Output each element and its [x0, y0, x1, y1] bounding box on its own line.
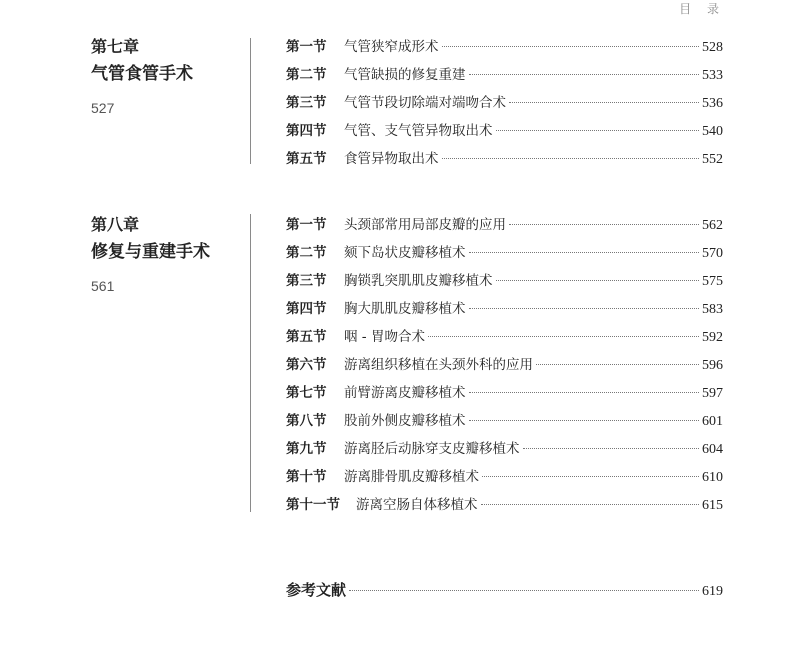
dot-leader [496, 130, 700, 131]
toc-entry[interactable] [286, 407, 723, 435]
chapter-title: 气管食管手术 [91, 64, 193, 84]
section-page: 536 [702, 96, 723, 111]
section-number: 第三节 [286, 273, 327, 289]
chapter-8-divider [250, 214, 251, 512]
dot-leader [509, 224, 699, 225]
section-page: 562 [702, 218, 723, 233]
section-number: 第五节 [286, 329, 327, 345]
section-page: 583 [702, 302, 723, 317]
section-number: 第一节 [286, 217, 327, 233]
section-number: 第二节 [286, 67, 327, 83]
dot-leader [481, 504, 700, 505]
section-page: 575 [702, 274, 723, 289]
dot-leader [442, 158, 700, 159]
section-page: 552 [702, 152, 723, 167]
references-page: 619 [702, 584, 723, 599]
section-number: 第十一节 [286, 497, 340, 513]
section-page: 615 [702, 498, 723, 513]
section-page: 540 [702, 124, 723, 139]
section-title: 气管节段切除端对端吻合术 [344, 95, 506, 111]
section-title: 气管狭窄成形术 [344, 39, 439, 55]
section-number: 第四节 [286, 123, 327, 139]
section-title: 气管、支气管异物取出术 [344, 123, 493, 139]
section-title: 游离胫后动脉穿支皮瓣移植术 [344, 441, 520, 457]
toc-entry[interactable] [286, 117, 723, 145]
toc-entry[interactable] [286, 33, 723, 61]
dot-leader [469, 420, 700, 421]
chapter-8-heading [91, 214, 210, 294]
section-page: 570 [702, 246, 723, 261]
dot-leader [469, 392, 700, 393]
section-number: 第一节 [286, 39, 327, 55]
section-number: 第九节 [286, 441, 327, 457]
chapter-7-divider [250, 38, 251, 164]
toc-entry[interactable] [286, 61, 723, 89]
toc-entry[interactable] [286, 351, 723, 379]
section-number: 第四节 [286, 301, 327, 317]
section-page: 528 [702, 40, 723, 55]
dot-leader [523, 448, 700, 449]
section-title: 前臂游离皮瓣移植术 [344, 385, 466, 401]
chapter-8-sections [286, 211, 723, 519]
section-number: 第五节 [286, 151, 327, 167]
section-number: 第十节 [286, 469, 327, 485]
chapter-title: 修复与重建手术 [91, 242, 210, 262]
toc-entry[interactable] [286, 89, 723, 117]
section-title: 胸大肌肌皮瓣移植术 [344, 301, 466, 317]
toc-entry[interactable] [286, 267, 723, 295]
toc-entry[interactable] [286, 239, 723, 267]
chapter-7-heading [91, 36, 193, 116]
dot-leader [496, 280, 700, 281]
dot-leader [469, 308, 700, 309]
toc-entry[interactable] [286, 379, 723, 407]
dot-leader [442, 46, 700, 47]
section-title: 游离组织移植在头颈外科的应用 [344, 357, 533, 373]
section-number: 第六节 [286, 357, 327, 373]
section-number: 第八节 [286, 413, 327, 429]
toc-entry[interactable] [286, 145, 723, 173]
references-entry[interactable] [286, 576, 723, 606]
section-number: 第三节 [286, 95, 327, 111]
section-page: 601 [702, 414, 723, 429]
chapter-page: 527 [91, 100, 115, 116]
section-number: 第七节 [286, 385, 327, 401]
section-title: 游离腓骨肌皮瓣移植术 [344, 469, 479, 485]
dot-leader [509, 102, 699, 103]
section-title: 咽 - 胃吻合术 [344, 329, 425, 345]
dot-leader [349, 590, 699, 591]
dot-leader [469, 252, 700, 253]
references-title: 参考文献 [286, 581, 347, 599]
section-title: 食管异物取出术 [344, 151, 439, 167]
toc-entry[interactable] [286, 463, 723, 491]
chapter-7-sections [286, 33, 723, 173]
section-title: 股前外侧皮瓣移植术 [344, 413, 466, 429]
section-title: 颏下岛状皮瓣移植术 [344, 245, 466, 261]
toc-entry[interactable] [286, 211, 723, 239]
section-number: 第二节 [286, 245, 327, 261]
section-page: 592 [702, 330, 723, 345]
dot-leader [536, 364, 699, 365]
section-title: 游离空肠自体移植术 [356, 497, 478, 513]
toc-entry[interactable] [286, 323, 723, 351]
chapter-page: 561 [91, 278, 115, 294]
section-page: 533 [702, 68, 723, 83]
toc-entry[interactable] [286, 491, 723, 519]
dot-leader [428, 336, 699, 337]
chapter-number: 第八章 [91, 215, 140, 234]
dot-leader [482, 476, 699, 477]
toc-entry[interactable] [286, 295, 723, 323]
toc-entry[interactable] [286, 435, 723, 463]
section-title: 气管缺损的修复重建 [344, 67, 466, 83]
dot-leader [469, 74, 700, 75]
section-title: 胸锁乳突肌肌皮瓣移植术 [344, 273, 493, 289]
section-page: 610 [702, 470, 723, 485]
section-page: 604 [702, 442, 723, 457]
page-header: 目 录 [679, 2, 725, 16]
section-title: 头颈部常用局部皮瓣的应用 [344, 217, 506, 233]
chapter-number: 第七章 [91, 37, 140, 56]
section-page: 597 [702, 386, 723, 401]
section-page: 596 [702, 358, 723, 373]
